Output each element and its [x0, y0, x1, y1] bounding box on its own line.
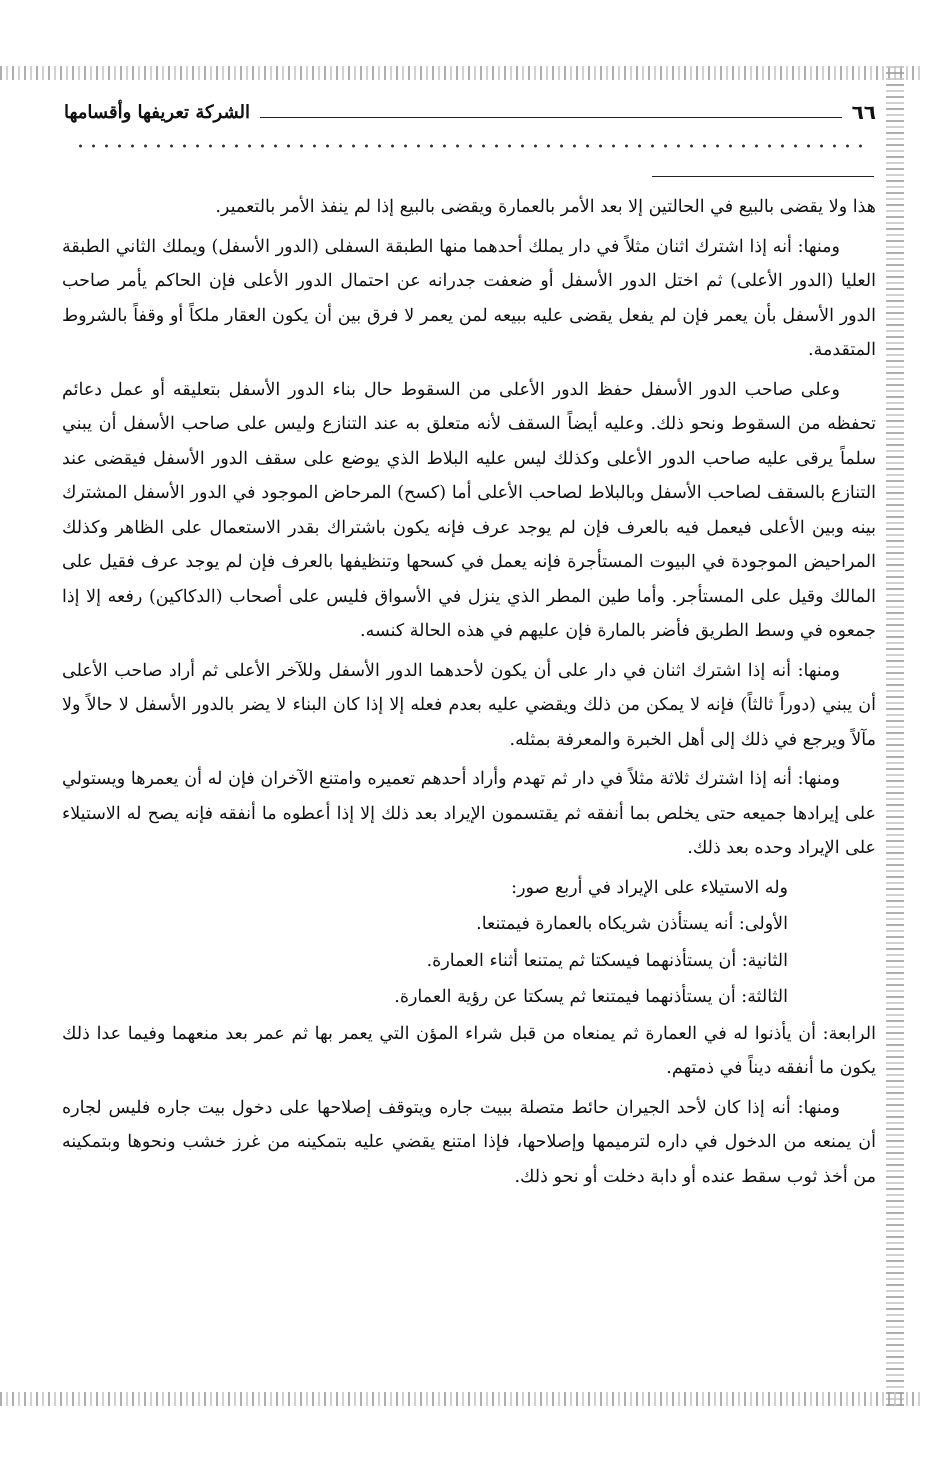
paragraph: ومنها: أنه إذا كان لأحد الجيران حائط متصلة ببيت جاره ويتوقف إصلاحها على دخول بيت جاره فليس لجاره أن يمنعه من الدخول في داره لترميمها وإصلاحها، فإذا امتنع يقضي عليه بتمكينه من غرز خشب ونحوها وبتمكينه من أخذ ثوب سقط عنده أو دابة دخلت أو نحو ذلك.: [62, 1097, 876, 1187]
section-rule: [652, 176, 874, 177]
paragraph: ومنها: أنه إذا اشترك ثلاثة مثلاً في دار ثم تهدم وأراد أحدهم تعميره وامتنع الآخران فإن له أن يعمرها ويستولي على إيرادها جميعه حتى يخلص بما أنفقه ثم يقتسمون الإيراد بعد ذلك إلا إذا أعطوه ما أنفقه فإنه يصح له الاستيلاء على الإيراد وحده بعد ذلك.: [62, 769, 876, 858]
list-intro: وله الاستيلاء على الإيراد في أربع صور:: [511, 877, 788, 898]
decorative-border-bottom: [0, 1392, 920, 1406]
list-item: الرابعة: أن يأذنوا له في العمارة ثم يمنعاه من قبل شراء المؤن التي يعمر بها ثم عمر بعد منعهما وفيما عدا ذلك يكون ما أنفقه ديناً في ذمتهم.: [62, 1023, 876, 1078]
running-title: الشركة تعريفها وأقسامها: [64, 101, 251, 123]
dotted-separator: [74, 142, 864, 150]
page-number: ٦٦: [851, 100, 876, 124]
paragraph: وعلى صاحب الدور الأسفل حفظ الدور الأعلى من السقوط حال بناء الدور الأسفل بتعليقه أو عمل دعائم تحفظه من السقوط ونحو ذلك. وعليه أيضاً السقف لأنه متعلق به عند التنازع وليس على صاحب الأسفل أن يبني سلماً يرقى عليه صاحب الدور الأعلى وكذلك ليس عليه البلاط الذي يوضع على سقف الدور الأسفل فيقضى عند التنازع بالسقف لصاحب الأسفل وبالبلاط لصاحب الأعلى أما (كسح) المرحاض الموجود في الدور الأسفل المشترك بينه وبين الأعلى فيعمل فيه بالعرف فإن لم يوجد عرف فإنه يكون باشتراك بقدر الاستعمال على الظاهر وكذلك المراحيض الموجودة في البيوت المستأجرة فإنه يعمل في كسحها وتنظيفها بالعرف فإن لم يوجد عرف فقيل على المالك وقيل على المستأجر. وأما طين المطر الذي ينزل في الأسواق فليس على أصحاب (الدكاكين) رفعه إلا إذا جمعوه في وسط الطريق فأضر بالمارة فإن عليهم في هذه الحالة كنسه.: [62, 379, 876, 641]
list-item: الثالثة: أن يستأذنهما فيمتنعا ثم يسكتا عن رؤية العمارة.: [394, 987, 788, 1007]
page-body: [62, 190, 876, 1350]
page-header: [64, 98, 876, 126]
list-item: الأولى: أنه يستأذن شريكاه بالعمارة فيمتنعا.: [476, 914, 788, 934]
paragraph: هذا ولا يقضى بالبيع في الحالتين إلا بعد الأمر بالعمارة ويقضى بالبيع إذا لم ينفذ الأمر بالتعمير.: [215, 197, 876, 217]
header-rule: [260, 117, 842, 118]
decorative-border-top: [0, 66, 920, 80]
paragraph: ومنها: أنه إذا اشترك اثنان في دار على أن يكون لأحدهما الدور الأسفل وللآخر الأعلى ثم أراد صاحب الأعلى أن يبني (دوراً ثالثاً) فإنه لا يمكن من ذلك ويقضي عليه بعدم فعله إلا إذا كان البناء لا يضر بالدور الأسفل لا حالاً ولا مآلاً ويرجع في ذلك إلى أهل الخبرة والمعرفة بمثله.: [62, 660, 876, 750]
list-item: الثانية: أن يستأذنهما فيسكتا ثم يمتنعا أثناء العمارة.: [426, 950, 788, 971]
paragraph: ومنها: أنه إذا اشترك اثنان مثلاً في دار يملك أحدهما منها الطبقة السفلى (الدور الأسفل) ويملك الثاني الطبقة العليا (الدور الأعلى) ثم اختل الدور الأسفل أو ضعفت جدرانه عن احتمال الدور الأعلى فإن الحاكم يأمر صاحب الدور الأسفل بأن يعمر فإن لم يفعل يقضى عليه ببيعه لمن يعمر لا فرق بين أن يكون العقار ملكاً أو وقفاً بالشروط المتقدمة.: [62, 236, 876, 360]
decorative-border-right: [886, 66, 904, 1406]
